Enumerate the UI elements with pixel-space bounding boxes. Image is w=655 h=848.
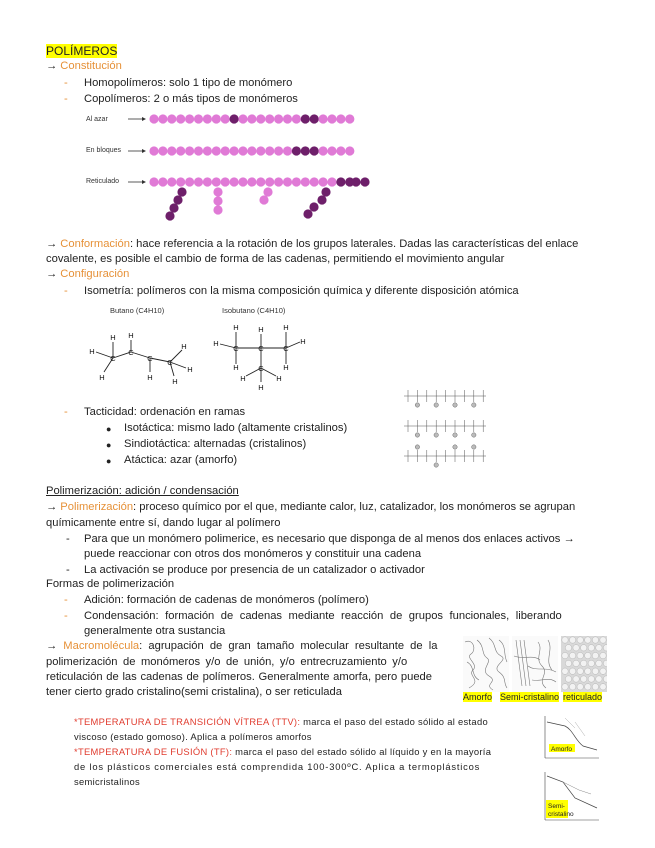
homopolimeros-item: Homopolímeros: solo 1 tipo de monómero [84, 77, 293, 89]
tf-line3: semicristalinos [74, 776, 140, 787]
isotactica-item: Isotáctica: mismo lado (altamente cristalinos) [124, 422, 348, 434]
polimerizacion-def-line1: → Polimerización: proceso químico por el que, mediante calor, luz, catalizador, los monómeros se agrupan [46, 501, 576, 513]
svg-text:H: H [172, 377, 178, 386]
svg-text:C: C [283, 344, 289, 353]
macromolecula-line1: → Macromolécula: agrupación de gran tamaño molecular resultante de la [46, 640, 438, 652]
monomer-bead [185, 146, 194, 155]
monomer-bead [238, 146, 247, 155]
svg-text:C: C [167, 358, 173, 367]
adicion-item: Adición: formación de cadenas de monómeros (polímero) [84, 594, 369, 606]
monomer-bead [274, 146, 283, 155]
monomer-bead [319, 146, 328, 155]
monomer-bead [176, 114, 185, 123]
monomer-bead [158, 177, 167, 186]
tacticidad-item: Tacticidad: ordenación en ramas [84, 406, 246, 418]
tf-line1: *TEMPERATURA DE FUSIÓN (TF): marca el paso del estado sólido al líquido y en la mayoría [74, 746, 492, 757]
monomer-bead [185, 114, 194, 123]
formas-heading: Formas de polimerización [46, 578, 175, 590]
monomer-bead [336, 114, 345, 123]
monomer-bead [327, 177, 336, 186]
macromolecula-line2: polimerización de monómeros y/o de unión, y/o entrecruzamiento y/o [46, 656, 408, 668]
monomer-bead [327, 146, 336, 155]
svg-text:H: H [240, 374, 246, 383]
monomer-bead [274, 114, 283, 123]
svg-text:C: C [258, 364, 264, 373]
monomer-bead [176, 146, 185, 155]
svg-text:H: H [283, 323, 289, 332]
reticulado-structure-image [561, 636, 607, 692]
dash-marker: - [64, 610, 68, 622]
monomer-bead [319, 114, 328, 123]
monomer-bead [213, 196, 222, 205]
dash-marker: - [66, 533, 70, 545]
ttv-line2: viscoso (estado gomoso). Aplica a polímeros amorfos [74, 731, 312, 742]
figure-label-bloques: En bloques [86, 147, 122, 154]
monomer-bead [259, 195, 268, 204]
svg-text:C: C [233, 344, 239, 353]
bullet-marker: ● [106, 456, 112, 466]
reticulado-label: reticulado [563, 692, 603, 702]
monomer-bead [265, 177, 274, 186]
isobutano-label: Isobutano (C4H10) [222, 306, 286, 315]
tf-graph-semi-label: Semi- [548, 803, 565, 810]
bead-chain-azar [149, 114, 354, 123]
polimerizacion-heading: Polimerización: adición / condensación [46, 485, 239, 497]
monomer-bead [213, 187, 222, 196]
amorfo-structure-image [463, 636, 509, 692]
semicristalino-structure-image [512, 636, 558, 692]
monomer-bead [212, 146, 221, 155]
polimerizacion-def-line2: químicamente entre sí, dando lugar al polímero [46, 517, 281, 529]
monomer-bead [283, 177, 292, 186]
enlaces-item-line1: Para que un monómero polimerice, es necesario que disponga de al menos dos enlaces activos → [84, 533, 575, 545]
monomer-bead [203, 177, 212, 186]
copolymer-figure [84, 108, 374, 226]
monomer-bead [283, 114, 292, 123]
monomer-bead [292, 114, 301, 123]
monomer-bead [292, 146, 301, 155]
svg-text:H: H [181, 342, 187, 351]
monomer-bead [212, 114, 221, 123]
monomer-bead [173, 195, 182, 204]
svg-text:H: H [283, 363, 289, 372]
monomer-bead [212, 177, 221, 186]
monomer-bead [230, 114, 239, 123]
svg-text:H: H [233, 323, 239, 332]
ttv-graph-amorfo-label: Amorfo [551, 746, 572, 753]
tacticity-figure [400, 386, 490, 474]
macromolecula-line4: tener cierto grado cristalino(semi cristalina), o ser reticulada [46, 686, 342, 698]
monomer-bead [319, 177, 328, 186]
tf-graph [535, 768, 603, 832]
isobutano-atoms [213, 323, 305, 392]
svg-text:C: C [258, 344, 264, 353]
monomer-bead [303, 209, 312, 218]
svg-text:H: H [300, 337, 306, 346]
sindiotactica-item: Sindiotáctica: alternadas (cristalinos) [124, 438, 307, 450]
page-title: POLÍMEROS [46, 44, 118, 58]
constitucion-heading: → Constitución [46, 60, 122, 72]
monomer-bead [221, 114, 230, 123]
dash-marker: - [64, 93, 68, 105]
conformacion-line1: → Conformación: hace referencia a la rotación de los grupos laterales. Dadas las características del enlace [46, 238, 579, 250]
monomer-bead [345, 114, 354, 123]
monomer-bead [310, 146, 319, 155]
bead-chain-reticulado [149, 177, 369, 220]
atactica-item: Atáctica: azar (amorfo) [124, 454, 238, 466]
dash-marker: - [64, 406, 68, 418]
monomer-bead [310, 177, 319, 186]
monomer-bead [230, 146, 239, 155]
conformacion-line2: covalente, es posible el cambio de forma de las cadenas, permitiendo el movimiento angular [46, 253, 505, 265]
monomer-bead [167, 177, 176, 186]
figure-label-reticulado: Reticulado [86, 178, 120, 185]
monomer-bead [149, 146, 158, 155]
monomer-bead [176, 177, 185, 186]
monomer-bead [165, 211, 174, 220]
macromolecula-line3: reticulación de las cadenas de polímeros. Generalmente amorfa, pero puede [46, 671, 432, 683]
bullet-marker: ● [106, 440, 112, 450]
svg-text:H: H [233, 363, 239, 372]
monomer-bead [301, 114, 310, 123]
monomer-bead [169, 203, 178, 212]
isomer-structures [86, 302, 316, 394]
monomer-bead [327, 114, 336, 123]
dash-marker: - [64, 594, 68, 606]
monomer-bead [256, 177, 265, 186]
monomer-bead [167, 146, 176, 155]
monomer-bead [321, 187, 330, 196]
monomer-bead [256, 114, 265, 123]
monomer-bead [221, 177, 230, 186]
copolimeros-item: Copolímeros: 2 o más tipos de monómeros [84, 93, 298, 105]
monomer-bead [274, 177, 283, 186]
monomer-bead [238, 177, 247, 186]
butano-label: Butano (C4H10) [110, 306, 165, 315]
monomer-bead [360, 177, 369, 186]
tf-graph-cristalino-label: cristalino [548, 811, 574, 818]
monomer-bead [149, 114, 158, 123]
monomer-bead [283, 146, 292, 155]
monomer-bead [301, 177, 310, 186]
monomer-bead [336, 146, 345, 155]
monomer-bead [309, 202, 318, 211]
monomer-bead [177, 187, 186, 196]
amorfo-label: Amorfo [463, 692, 493, 702]
dash-marker: - [64, 77, 68, 89]
monomer-bead [194, 177, 203, 186]
monomer-bead [336, 177, 345, 186]
monomer-bead [230, 177, 239, 186]
dash-marker: - [66, 564, 70, 576]
activacion-item: La activación se produce por presencia de un catalizador o activador [84, 564, 425, 576]
monomer-bead [351, 177, 360, 186]
monomer-bead [221, 146, 230, 155]
isobutano-bonds [220, 332, 300, 382]
monomer-bead [265, 146, 274, 155]
condensacion-item-line1: Condensación: formación de cadenas mediante reacción de grupos funcionales, liberando [84, 610, 562, 622]
monomer-bead [203, 114, 212, 123]
ttv-graph [535, 712, 603, 764]
monomer-bead [247, 114, 256, 123]
monomer-bead [213, 205, 222, 214]
svg-text:H: H [147, 373, 153, 382]
svg-text:H: H [128, 331, 134, 340]
monomer-bead [238, 114, 247, 123]
semicristalino-label: Semi-cristalino [500, 692, 560, 702]
monomer-bead [301, 146, 310, 155]
monomer-bead [194, 114, 203, 123]
svg-text:H: H [213, 339, 219, 348]
monomer-bead [194, 146, 203, 155]
monomer-bead [158, 146, 167, 155]
monomer-bead [203, 146, 212, 155]
monomer-bead [256, 146, 265, 155]
bead-chain-bloques [149, 146, 354, 155]
monomer-bead [310, 114, 319, 123]
svg-text:H: H [276, 374, 282, 383]
monomer-bead [149, 177, 158, 186]
svg-text:H: H [110, 333, 116, 342]
monomer-bead [317, 195, 326, 204]
figure-label-azar: Al azar [86, 116, 108, 123]
dash-marker: - [64, 285, 68, 297]
monomer-bead [185, 177, 194, 186]
svg-text:H: H [258, 325, 264, 334]
svg-text:H: H [258, 383, 264, 392]
monomer-bead [292, 177, 301, 186]
svg-text:C: C [128, 348, 134, 357]
bullet-marker: ● [106, 424, 112, 434]
monomer-bead [247, 177, 256, 186]
ttv-line1: *TEMPERATURA DE TRANSICIÓN VÍTREA (TTV): marca el paso del estado sólido al estado [74, 716, 488, 727]
monomer-bead [345, 146, 354, 155]
butano-atoms [89, 331, 192, 386]
svg-text:H: H [89, 347, 95, 356]
condensacion-item-line2: generalmente otra sustancia [84, 625, 226, 637]
monomer-bead [247, 146, 256, 155]
svg-text:C: C [110, 354, 116, 363]
isometria-item: Isometría: polímeros con la misma composición química y diferente disposición atómica [84, 285, 519, 297]
tf-line2: de los plásticos comerciales está comprendida 100-300ºC. Aplica a termoplásticos [74, 761, 481, 772]
enlaces-item-line2: puede reaccionar con otros dos monómeros y constituir una cadena [84, 548, 422, 560]
svg-text:H: H [99, 373, 105, 382]
monomer-bead [265, 114, 274, 123]
monomer-bead [158, 114, 167, 123]
configuracion-heading: → Configuración [46, 268, 130, 280]
monomer-bead [167, 114, 176, 123]
svg-text:C: C [147, 354, 153, 363]
monomer-bead [263, 187, 272, 196]
svg-text:H: H [187, 365, 193, 374]
